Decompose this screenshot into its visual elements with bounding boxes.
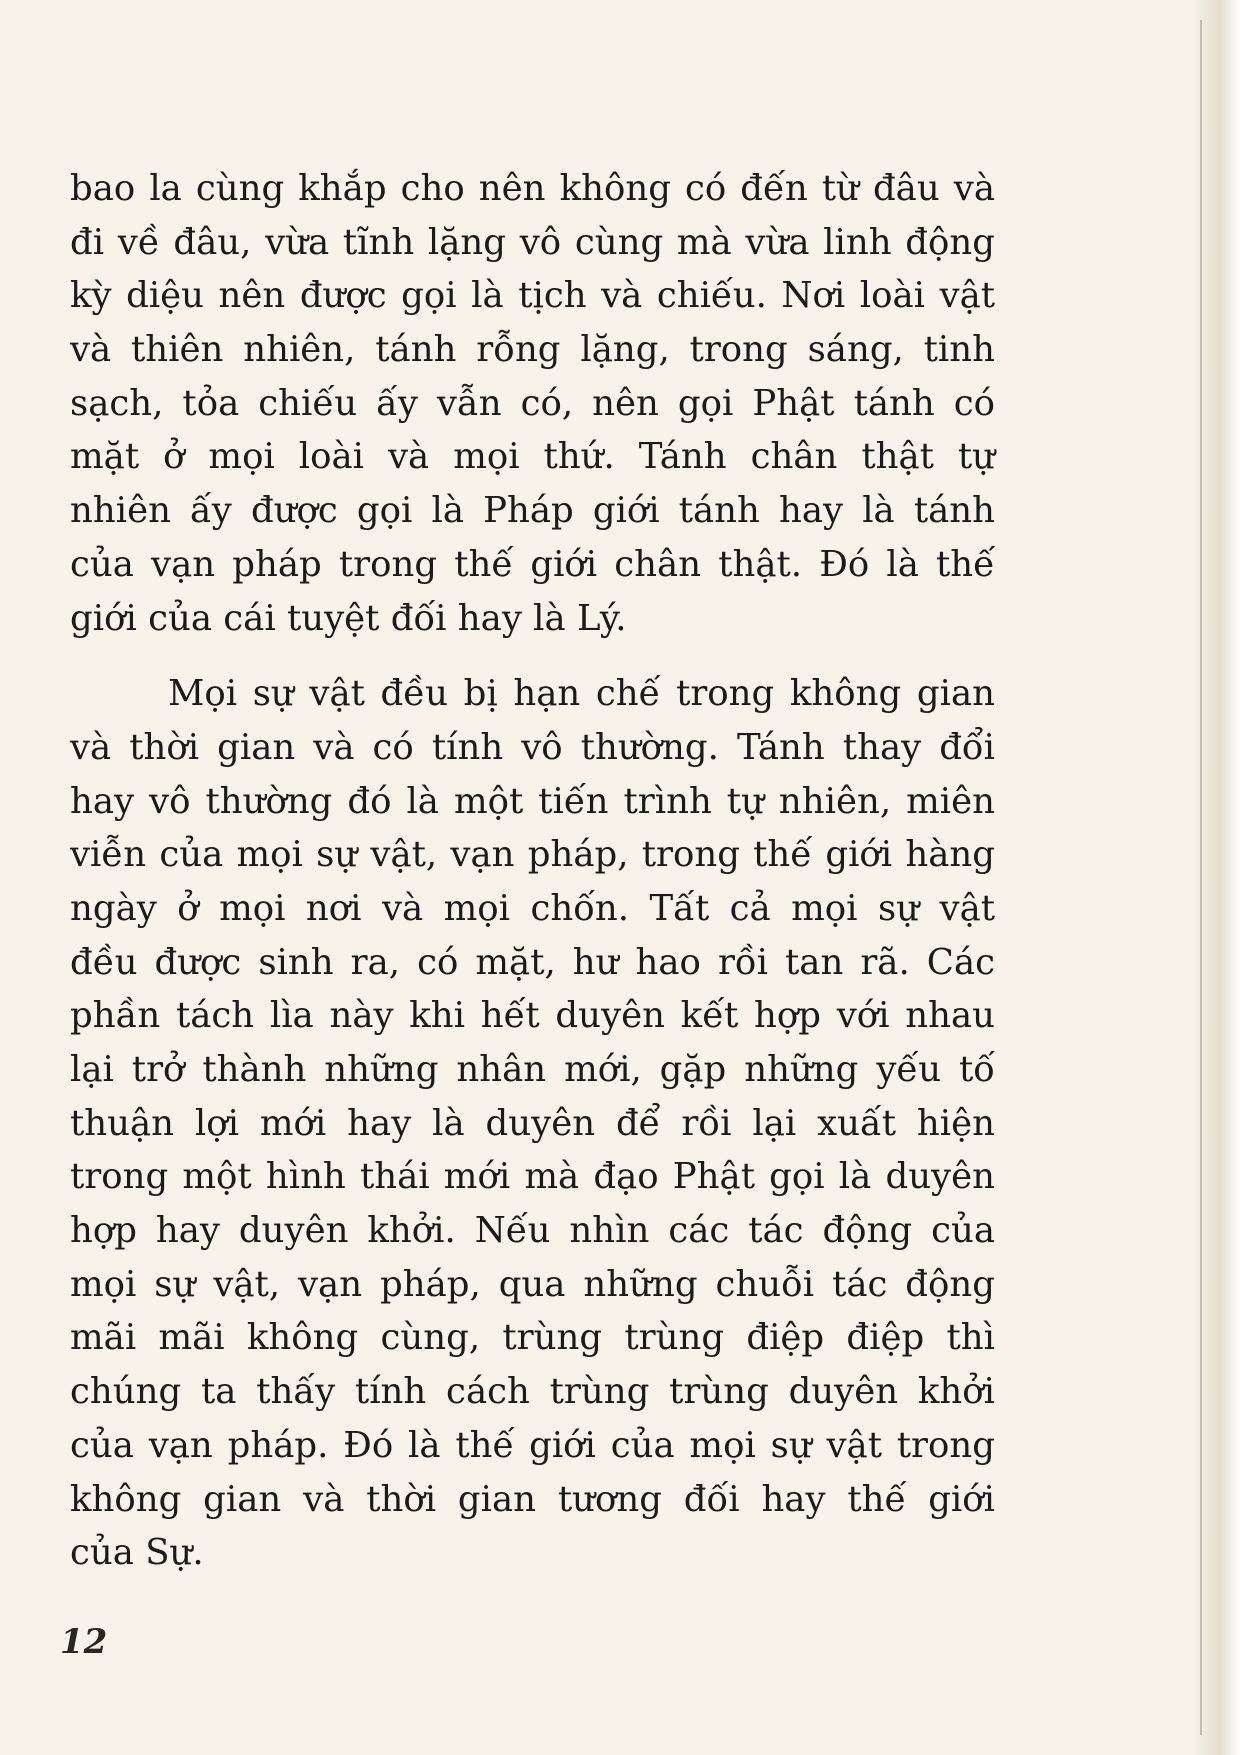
text-line: nhiên ấy được gọi là Pháp giới tánh hay là tánh bbox=[70, 490, 995, 532]
text-line: lại trở thành những nhân mới, gặp những yếu tố bbox=[70, 1049, 995, 1090]
text-line: hợp hay duyên khởi. Nếu nhìn các tác động của bbox=[70, 1210, 995, 1252]
text-line: mặt ở mọi loài và mọi thứ. Tánh chân thật tự bbox=[70, 436, 995, 478]
body-text bbox=[70, 162, 995, 1580]
page-number: 12 bbox=[60, 1622, 108, 1662]
text-line: ngày ở mọi nơi và mọi chốn. Tất cả mọi sự vật bbox=[70, 887, 995, 929]
paragraph-2 bbox=[70, 667, 995, 1580]
paragraph-spacer bbox=[70, 645, 995, 667]
text-line: phần tách lìa này khi hết duyên kết hợp với nhau bbox=[70, 995, 995, 1037]
text-line: mọi sự vật, vạn pháp, qua những chuỗi tác động bbox=[70, 1263, 995, 1305]
text-line: sạch, tỏa chiếu ấy vẫn có, nên gọi Phật tánh có bbox=[70, 382, 995, 424]
text-line: đều được sinh ra, có mặt, hư hao rồi tan rã. Các bbox=[70, 941, 995, 983]
text-line: trong một hình thái mới mà đạo Phật gọi là duyên bbox=[70, 1156, 995, 1198]
text-line: của vạn pháp. Đó là thế giới của mọi sự vật trong bbox=[70, 1424, 995, 1466]
text-line: của vạn pháp trong thế giới chân thật. Đó là thế bbox=[70, 543, 995, 585]
page-edge-line bbox=[1200, 20, 1202, 1735]
text-line: hay vô thường đó là một tiến trình tự nhiên, miên bbox=[70, 780, 995, 822]
text-line: và thời gian và có tính vô thường. Tánh thay đổi bbox=[70, 726, 995, 768]
paragraph-1 bbox=[70, 162, 995, 645]
text-line: bao la cùng khắp cho nên không có đến từ đâu và bbox=[70, 168, 995, 209]
text-line: chúng ta thấy tính cách trùng trùng duyên khởi bbox=[70, 1371, 995, 1413]
text-line: thuận lợi mới hay là duyên để rồi lại xuất hiện bbox=[70, 1102, 995, 1144]
text-line: Mọi sự vật đều bị hạn chế trong không gian bbox=[168, 673, 995, 715]
text-line: đi về đâu, vừa tĩnh lặng vô cùng mà vừa linh động bbox=[70, 221, 995, 263]
text-line: giới của cái tuyệt đối hay là Lý. bbox=[70, 597, 627, 639]
text-line: và thiên nhiên, tánh rỗng lặng, trong sáng, tinh bbox=[70, 329, 995, 371]
text-line: viễn của mọi sự vật, vạn pháp, trong thế giới hàng bbox=[70, 834, 995, 876]
text-line: của Sự. bbox=[70, 1532, 204, 1574]
page-edge-shadow bbox=[1196, 0, 1240, 1755]
text-line: kỳ diệu nên được gọi là tịch và chiếu. Nơi loài vật bbox=[70, 275, 995, 317]
text-line: mãi mãi không cùng, trùng trùng điệp điệp thì bbox=[70, 1317, 995, 1359]
text-line: không gian và thời gian tương đối hay thế giới bbox=[70, 1478, 995, 1520]
